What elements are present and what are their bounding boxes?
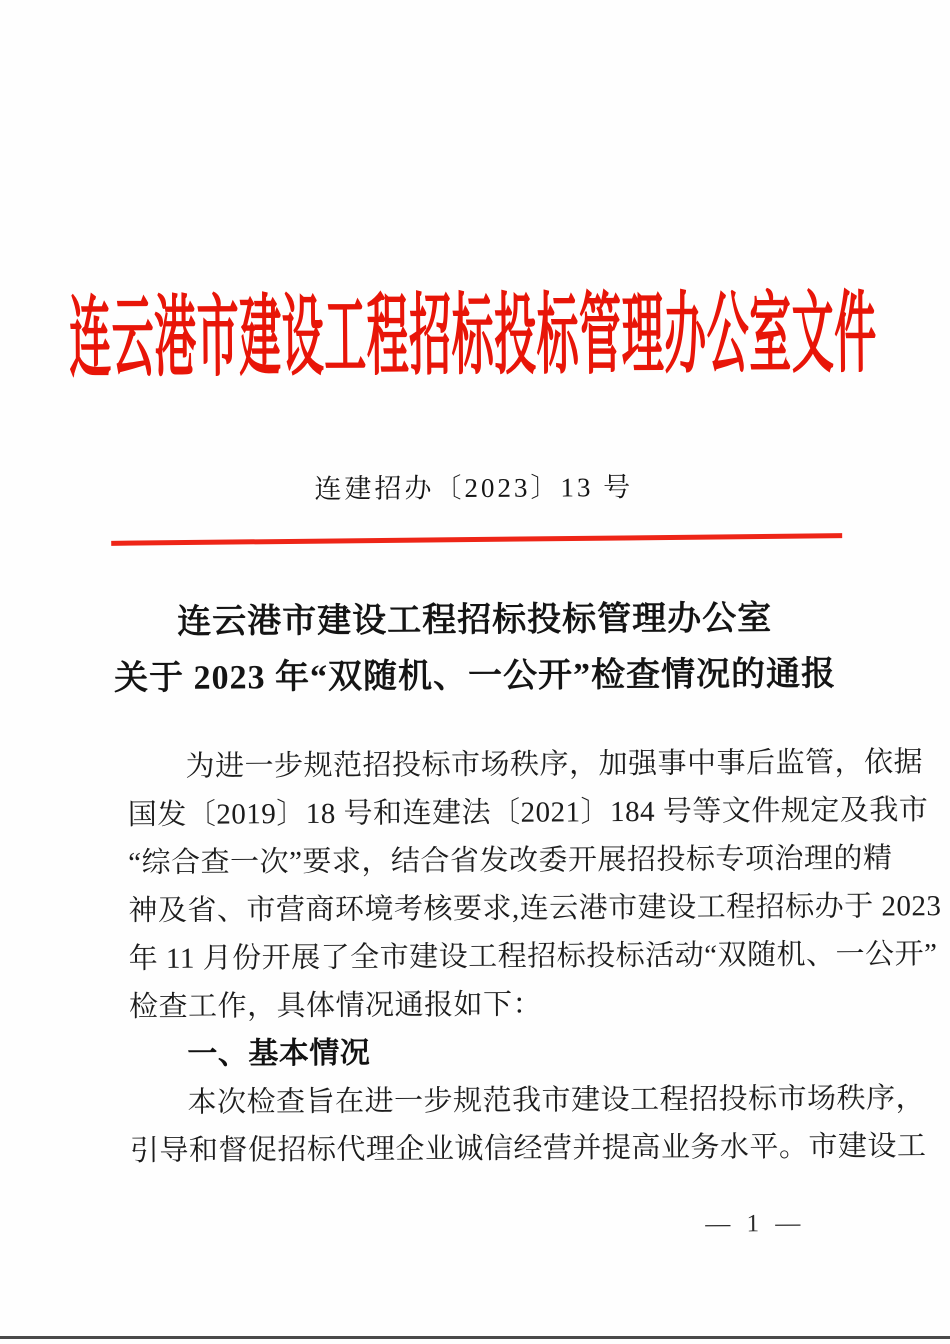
body-line: 国发〔2019〕18 号和连建法〔2021〕184 号等文件规定及我市 xyxy=(127,794,929,832)
body-line: “综合查一次”要求，结合省发改委开展招投标专项治理的精 xyxy=(128,842,893,880)
document-body xyxy=(127,739,942,1175)
body-line: 本次检查旨在进一步规范我市建设工程招投标市场秩序， xyxy=(187,1082,926,1119)
document-title-line2: 关于 2023 年“双随机、一公开”检查情况的通报 xyxy=(113,655,837,698)
body-line: 神及省、市营商环境考核要求,连云港市建设工程招标办于 2023 xyxy=(128,890,942,928)
document-number: 连建招办〔2023〕13 号 xyxy=(314,472,634,504)
issuing-office-banner-title: 连云港市建设工程招标投标管理办公室文件 xyxy=(68,287,878,390)
red-header-banner xyxy=(0,280,948,390)
body-line: 为进一步规范招投标市场秩序，加强事中事后监管，依据 xyxy=(185,746,924,783)
page-number: — 1 — xyxy=(705,1209,806,1238)
body-line: 引导和督促招标代理企业诚信经营并提高业务水平。市建设工 xyxy=(129,1130,927,1168)
scan-bottom-edge xyxy=(0,1336,950,1339)
document-title-line1: 连云港市建设工程招标投标管理办公室 xyxy=(177,600,773,641)
body-line: 年 11 月份开展了全市建设工程招标投标活动“双随机、一公开” xyxy=(128,938,938,976)
document-title xyxy=(0,590,950,708)
body-line: 检查工作，具体情况通报如下： xyxy=(128,988,543,1024)
section-heading-basic-situation: 一、基本情况 xyxy=(187,1036,371,1071)
red-divider-line xyxy=(111,533,842,546)
